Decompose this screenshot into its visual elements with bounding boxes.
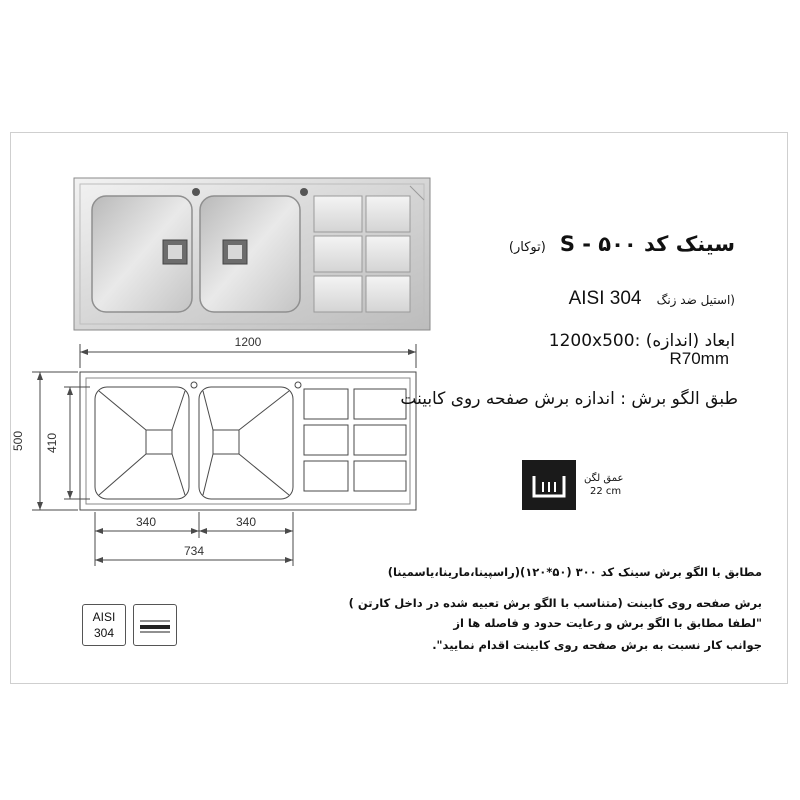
note-line-2: برش صفحه روی کابینت (متناسب با الگو برش تعبیه شده در داخل کارتن ) — [348, 596, 762, 610]
aisi-badge-line2: 304 — [93, 626, 115, 640]
dimensions-block — [520, 332, 735, 368]
aisi-badge — [82, 604, 126, 646]
dim-bowl-right: 340 — [235, 515, 257, 529]
technical-drawing — [32, 344, 416, 566]
dim-depth-inner: 410 — [45, 432, 59, 454]
dim-total-width: 1200 — [234, 335, 262, 349]
dim-bowl-left: 340 — [135, 515, 157, 529]
dim-depth-total: 500 — [11, 430, 25, 452]
note-line-3: "لطفا مطابق با الگو برش و رعایت حدود و فاصله ها از — [453, 616, 762, 630]
material-line — [520, 288, 735, 310]
sink-photo — [74, 178, 430, 330]
product-title — [455, 232, 735, 256]
steel-label: (استیل ضد زنگ — [656, 293, 735, 307]
note-line-1: مطابق با الگو برش سینک کد ۳۰۰ (۵۰*۱۲۰)(راسپینا،مارینا،یاسمینا) — [387, 565, 762, 579]
cut-pattern-text: طبق الگو برش : اندازه برش صفحه روی کابینت — [400, 389, 738, 409]
depth-value: 22 cm — [590, 486, 622, 497]
aisi-badge-line1: AISI — [92, 610, 116, 624]
product-title-text: سینک کد S - ۵۰۰ — [559, 232, 735, 256]
depth-info — [584, 472, 623, 498]
radius-label: R70mm — [669, 349, 729, 368]
note-line-4: جوانب کار نسبت به برش صفحه روی کابینت اقدام نمایید". — [432, 638, 762, 652]
product-subtitle: (توکار) — [508, 240, 546, 255]
material-grade: AISI 304 — [568, 288, 642, 309]
bowl-depth-icon — [522, 460, 576, 510]
dim-bowls-total: 734 — [183, 544, 205, 558]
dimensions-label: 1200x500: ابعاد (اندازه) — [548, 331, 735, 351]
drainboard-badge — [133, 604, 177, 646]
drainboard-icon — [134, 605, 176, 645]
depth-label: عمق لگن — [584, 473, 624, 484]
